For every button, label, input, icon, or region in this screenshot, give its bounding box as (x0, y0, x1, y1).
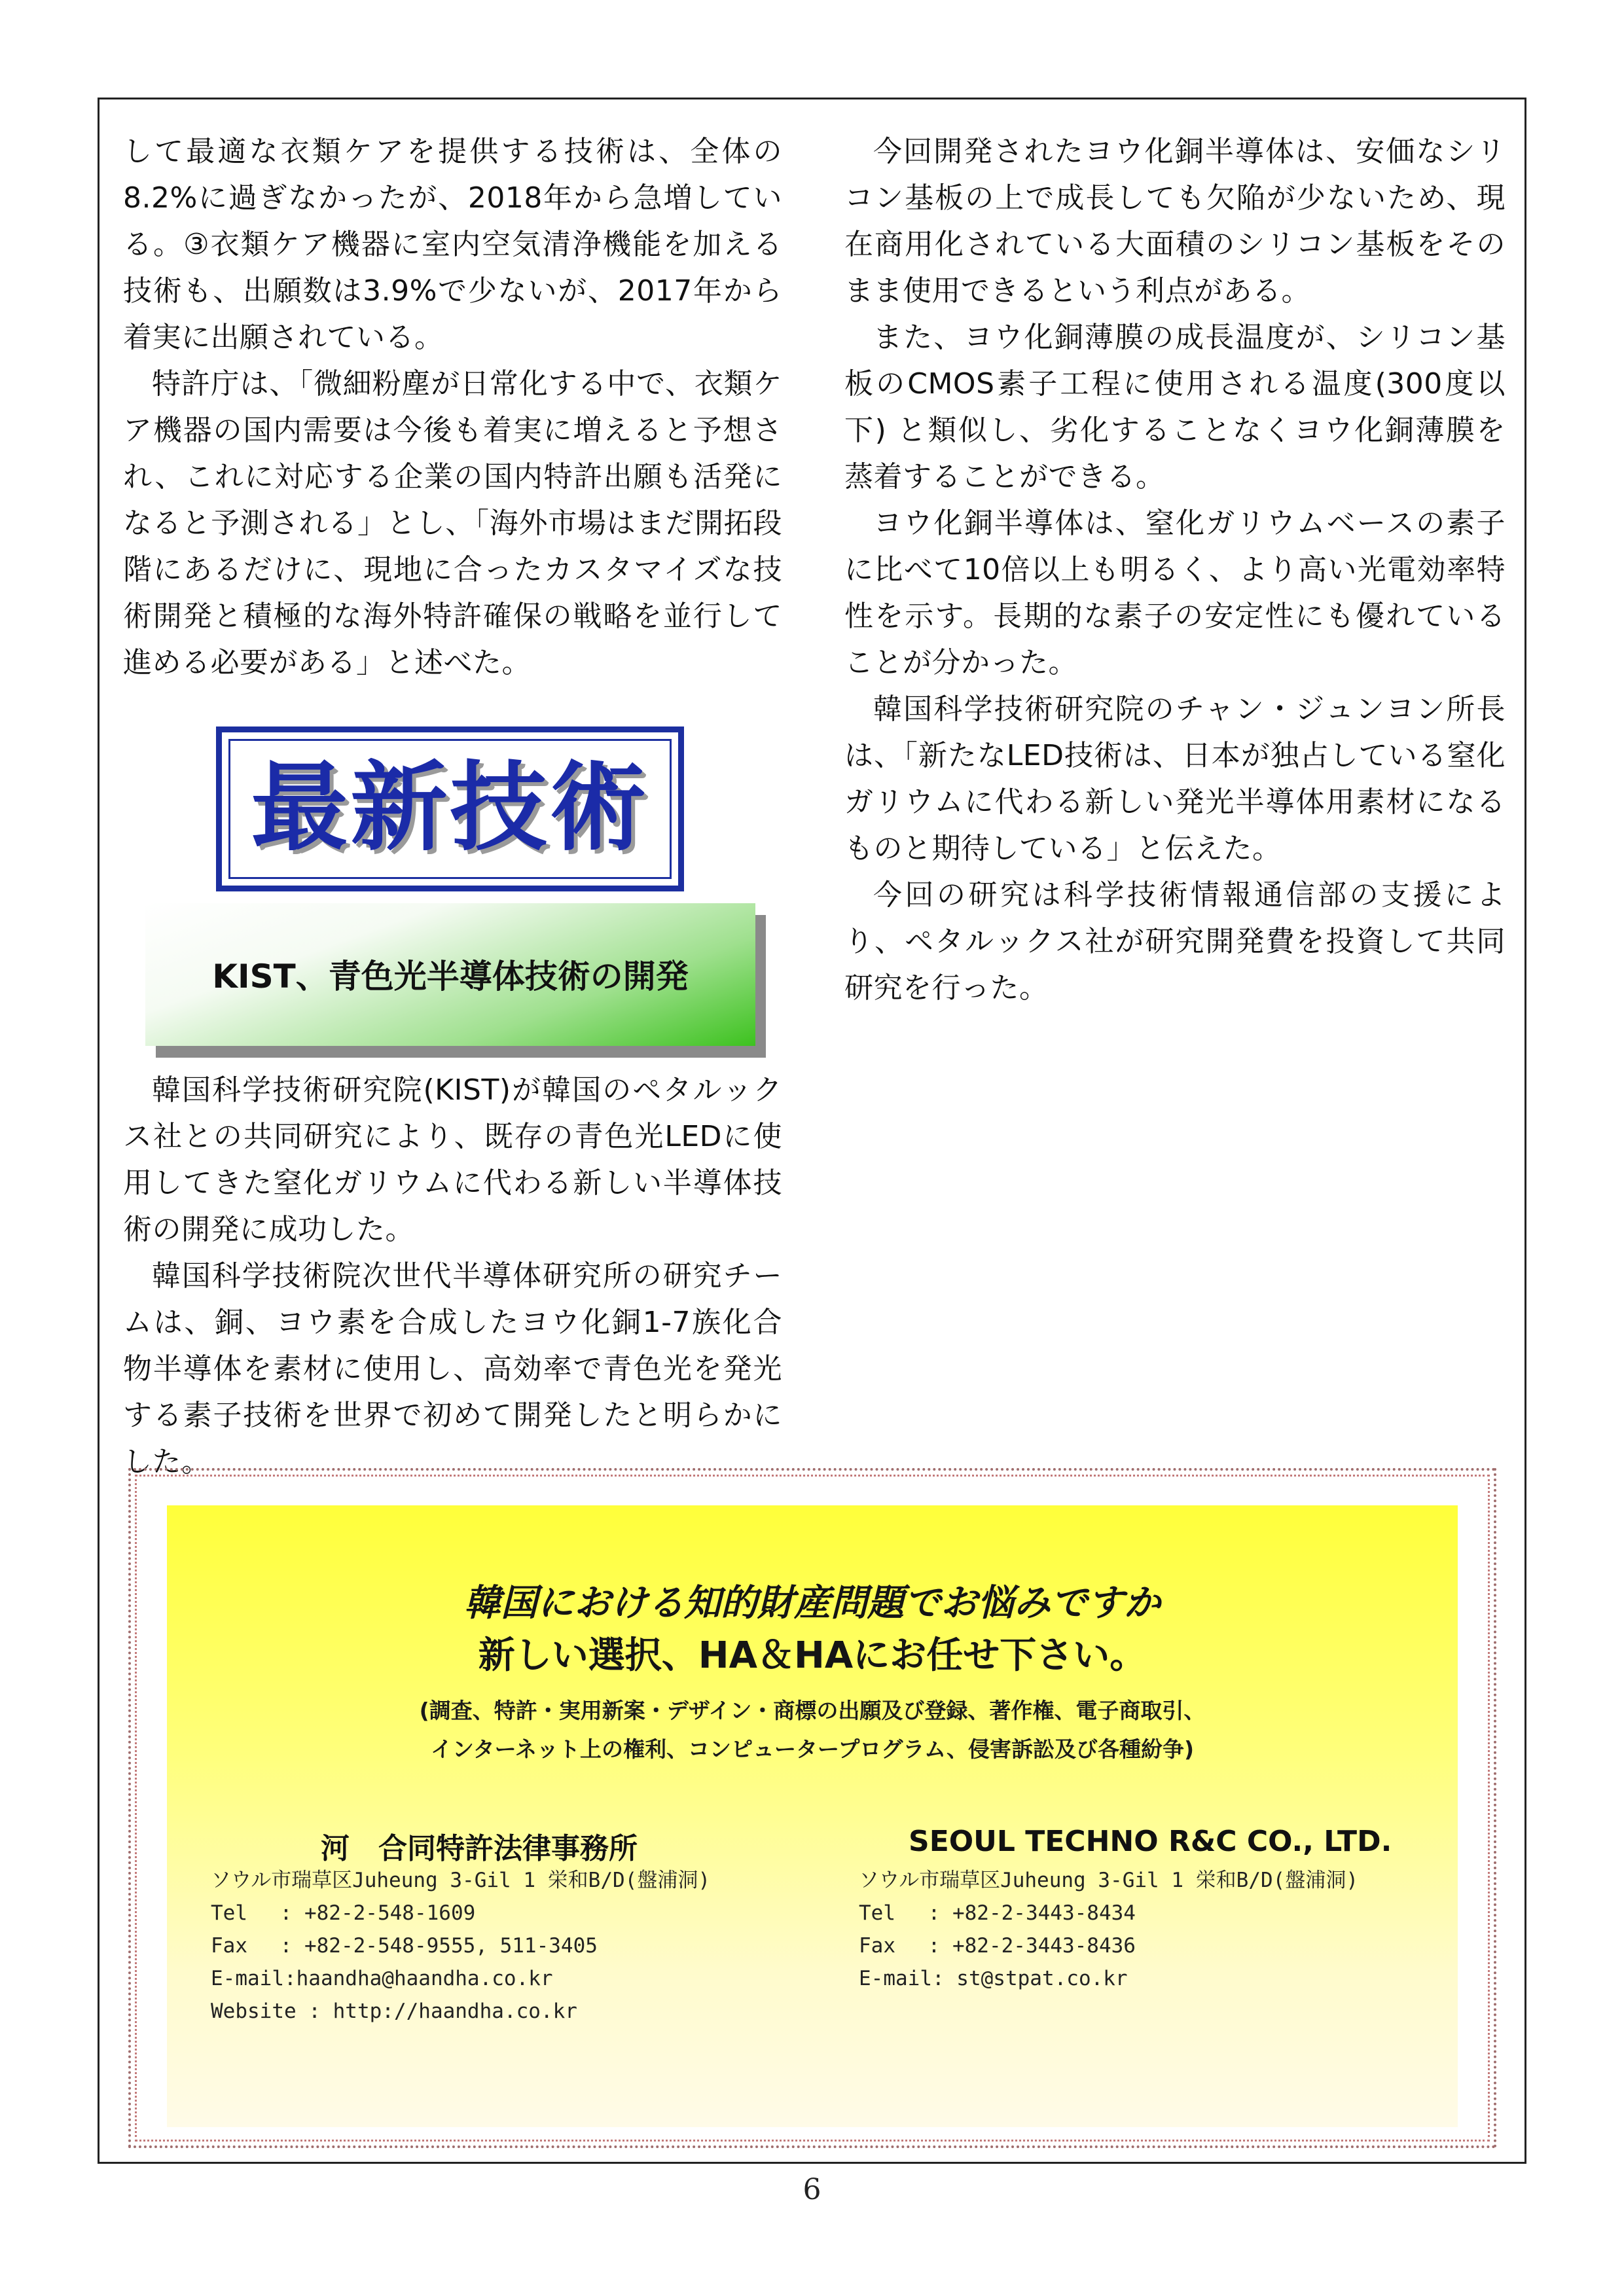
ad-subtitle: 新しい選択、HA＆HAにお任せ下さい。 (478, 1634, 1147, 1677)
paragraph: 韓国科学技術研究院のチャン・ジュンヨン所長は、「新たなLED技術は、日本が独占している窒化ガリウムに代わる新しい発光半導体用素材になるものと期待している」と伝えた。 (844, 692, 1506, 865)
left-column-bottom (123, 1067, 782, 1485)
firm-name: 河 合同特許法律事務所 (321, 1832, 638, 1865)
paragraph: して最適な衣類ケアを提供する技術は、全体の8.2%に過ぎなかったが、2018年から急増している。③衣類ケア機器に室内空気清浄機能を加える技術も、出願数は3.9%で少ないが、2017年から着実に出願されている。 (123, 135, 782, 354)
firm-address: ソウル市瑞草区Juheung 3-Gil 1 栄和B/D(盤浦洞) (211, 1869, 711, 1892)
paragraph: 韓国科学技術研究院(KIST)が韓国のペタルックス社との共同研究により、既存の青色光LEDに使用してきた窒化ガリウムに代わる新しい半導体技術の開発に成功した。 (123, 1073, 782, 1246)
firm-tel: Tel : +82-2-548-1609 (211, 1901, 476, 1925)
left-column-top (123, 128, 782, 686)
right-column (844, 128, 1506, 1011)
paragraph: 韓国科学技術院次世代半導体研究所の研究チームは、銅、ヨウ素を合成したヨウ化銅1-7族化合物半導体を素材に使用し、高効率で青色光を発光する素子技術を世界で初めて開発したと明らかにした。 (123, 1259, 782, 1479)
paragraph: 今回の研究は科学技術情報通信部の支援により、ペタルックス社が研究開発費を投資して共同研究を行った。 (844, 878, 1506, 1005)
ad-title: 韓国における知的財産問題でお悩みですか (464, 1582, 1161, 1624)
ad-services-line: インターネット上の権利、コンピュータープログラム、侵害訴訟及び各種紛争) (430, 1736, 1195, 1762)
firm-tel: Tel : +82-2-3443-8434 (859, 1901, 1136, 1925)
paragraph: また、ヨウ化銅薄膜の成長温度が、シリコン基板のCMOS素子工程に使用される温度(300度以下) と類似し、劣化することなくヨウ化銅薄膜を蒸着することができる。 (844, 321, 1506, 493)
firm-fax: Fax : +82-2-548-9555, 511-3405 (211, 1934, 598, 1958)
firm-address: ソウル市瑞草区Juheung 3-Gil 1 栄和B/D(盤浦洞) (859, 1869, 1359, 1892)
paragraph: 今回開発されたヨウ化銅半導体は、安価なシリコン基板の上で成長しても欠陥が少ないため、現在商用化されている大面積のシリコン基板をそのまま使用できるという利点がある。 (844, 135, 1506, 308)
firm-fax: Fax : +82-2-3443-8436 (859, 1934, 1136, 1958)
ad-services-line: (調査、特許・実用新案・デザイン・商標の出願及び登録、著作権、電子商取引、 (419, 1698, 1206, 1723)
firm-contact-block (859, 1864, 1358, 1995)
firm-website: Website : http://haandha.co.kr (211, 2000, 577, 2023)
article-heading-banner (145, 903, 755, 1046)
page-number: 6 (803, 2173, 821, 2206)
firm-contact-block (211, 1864, 710, 2028)
firm-name: SEOUL TECHNO R&C CO., LTD. (909, 1825, 1392, 1858)
paragraph: 特許庁は、「微細粉塵が日常化する中で、衣類ケア機器の国内需要は今後も着実に増えると予想され、これに対応する企業の国内特許出願も活発になると予測される」とし、「海外市場はまだ開拓段階にあるだけに、現地に合ったカスタマイズな技術開発と積極的な海外特許確保の戦略を並行して進める必要がある」と述べた。 (123, 367, 782, 679)
section-title: 最新技術 (251, 751, 649, 864)
firm-email: E-mail:haandha@haandha.co.kr (211, 1967, 553, 1990)
firm-email: E-mail: st@stpat.co.kr (859, 1967, 1128, 1990)
paragraph: ヨウ化銅半導体は、窒化ガリウムベースの素子に比べて10倍以上も明るく、より高い光電効率特性を示す。長期的な素子の安定性にも優れていることが分かった。 (844, 507, 1506, 679)
section-title-box (216, 726, 684, 891)
article-heading: KIST、青色光半導体技術の開発 (212, 958, 689, 996)
